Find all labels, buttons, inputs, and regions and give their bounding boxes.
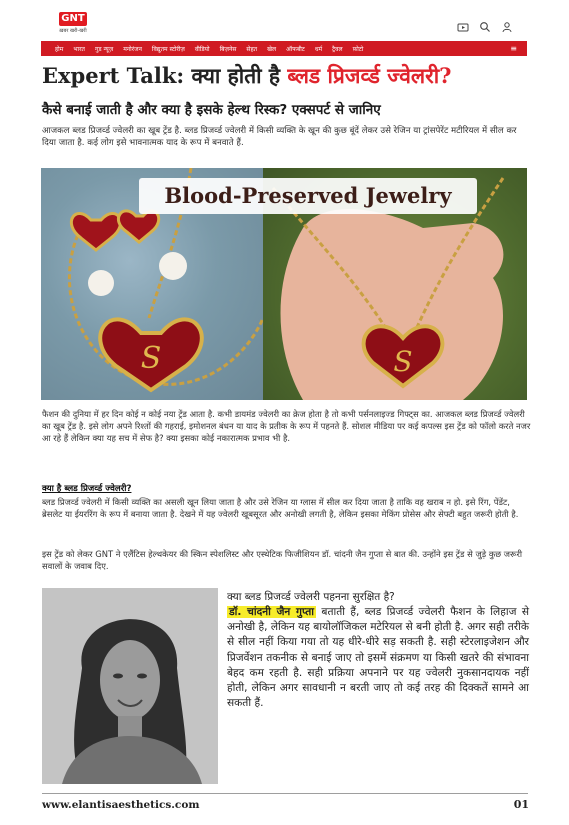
paragraph-interview-intro: इस ट्रेंड को लेकर GNT ने एलैंटिस हेल्थकेयर की स्किन स्पेशलिस्ट और एस्थेटिक फिजीशियन डॉ. चांदनी जैन गुप्ता से बात की. उन्होंने इस ट्रेंड से जुड़े कुछ जरूरी सवालों के जवाब दिए. — [42, 549, 523, 571]
nav-item-sports[interactable]: खेल — [267, 45, 277, 53]
nav-item-health[interactable]: सेहत — [246, 45, 258, 53]
doctor-answer — [227, 605, 529, 711]
header-icons — [457, 18, 513, 30]
svg-text:S: S — [140, 341, 162, 376]
search-icon[interactable] — [479, 18, 491, 30]
video-icon[interactable] — [457, 18, 469, 30]
paragraph-definition: ब्लड प्रिजर्व्ड ज्वेलरी में किसी व्यक्ति का असली खून लिया जाता है और उसे रेजिन या ग्लास में सील कर दिया जाता है ताकि वह खराब न हो. इसे रिंग, पेंडेंट, ब्रेसलेट या ईयररिंग के रूप में बनाया जाता है. देखने में यह ज्वेलरी खूबसूरत और अनोखी लगती है, लेकिन इसका मेकिंग प्रोसेस और सेफ्टी बहुत जरूरी होती है. — [42, 497, 519, 519]
nav-item-photo[interactable]: फ़ोटो — [352, 45, 364, 53]
answer-text: बताती हैं, ब्लड प्रिजर्व्ड ज्वेलरी फैशन के लिहाज से अनोखी है, लेकिन यह बायोलॉजिकल मटेरियल से बनी होती है. अगर सही तरीके से सील नहीं किया गया तो यह धीरे-धीरे सड़ सकती है. सही स्टेरलाइजेशन और प्रिजर्वेशन तकनीक से बनाई जाए तो इसमें संक्रमण या किसी खतरे की संभावना बेहद कम रहती है. सही प्रक्रिया अपनाने पर यह ज्वेलरी नुकसानदायक नहीं होती, लेकिन अगर सावधानी न बरती जाए तो कई तरह की दिक्कतें सामने आ सकती हैं. — [227, 606, 529, 710]
hero-image — [41, 168, 527, 400]
menu-icon[interactable]: ≡ — [510, 44, 517, 53]
nav-item-business[interactable]: बिज़नेस — [219, 45, 237, 53]
article-headline — [42, 62, 532, 90]
interview-question: क्या ब्लड प्रिजर्व्ड ज्वेलरी पहनना सुरक्षित है? — [227, 591, 395, 603]
site-logo[interactable] — [59, 12, 87, 38]
nav-item-travel[interactable]: ट्रैवल — [332, 45, 343, 53]
svg-text:S: S — [393, 345, 413, 378]
article-lede: आजकल ब्लड प्रिजर्व्ड ज्वेलरी का खूब ट्रेंड है. ब्लड प्रिजर्व्ड ज्वेलरी में किसी व्यक्ति के खून की कुछ बूंदें लेकर उसे रेजिन या ट्रांसपेरेंट मटीरियल में सील कर दिया जाता है. कई लोग इसे भावनात्मक याद के रूप में बनवाते हैं. — [42, 126, 517, 148]
logo-mark: GNT — [59, 12, 87, 26]
doctor-name: डॉ. चांदनी जैन गुप्ता — [229, 606, 315, 618]
page-number: 01 — [513, 798, 529, 811]
nav-item-religion[interactable]: धर्म — [314, 45, 323, 53]
logo-tagline: ख़बर खरी-खरी — [59, 28, 87, 34]
article-subhead: कैसे बनाई जाती है और क्या है इसके हेल्थ रिस्क? एक्सपर्ट से जानिए — [42, 102, 381, 118]
nav-item-india[interactable]: भारत — [73, 45, 85, 53]
nav-item-good-news[interactable]: गुड न्यूज़ — [94, 45, 114, 53]
nav-item-home[interactable]: होम — [55, 45, 64, 53]
nav-item-entertainment[interactable]: मनोरंजन — [123, 45, 142, 53]
nav-item-video[interactable]: वीडियो — [194, 45, 210, 53]
user-icon[interactable] — [501, 18, 513, 30]
footer-url: www.elantisaesthetics.com — [42, 799, 200, 811]
headline-prefix: Expert Talk: क्या होती है — [42, 63, 288, 88]
paragraph-intro: फैशन की दुनिया में हर दिन कोई न कोई नया ट्रेंड आता है. कभी डायमंड ज्वेलरी का क्रेज होता है तो कभी पर्सनलाइज्ड गिफ्ट्स का. आजकल ब्लड प्रिजर्व्ड ज्वेलरी का खूब ट्रेंड है. इसे लोग अपने रिश्तों की गहराई, इमोशनल बंधन या याद के प्रतीक के रूप में पहनते हैं. सोशल मीडिया पर कई कपल्स इस ट्रेंड को फॉलो करते नजर आ रहे हैं लेकिन क्या यह सच में सेफ है? क्या इसका कोई नकारात्मक प्रभाव भी है. — [42, 409, 531, 443]
nav-bar — [41, 41, 527, 56]
hero-title: Blood-Preserved Jewelry — [139, 178, 477, 214]
section-heading: क्या है ब्लड प्रिजर्व्ड ज्वेलरी? — [42, 484, 132, 494]
footer-divider — [42, 793, 528, 794]
nav-item-offbeat[interactable]: ऑफबीट — [286, 45, 305, 53]
doctor-photo — [42, 588, 218, 784]
headline-accent: ब्लड प्रिजर्व्ड ज्वेलरी? — [287, 63, 452, 88]
nav-item-stories[interactable]: विद्युतम स्टोरीज़ — [151, 45, 185, 53]
site-header — [41, 8, 527, 58]
